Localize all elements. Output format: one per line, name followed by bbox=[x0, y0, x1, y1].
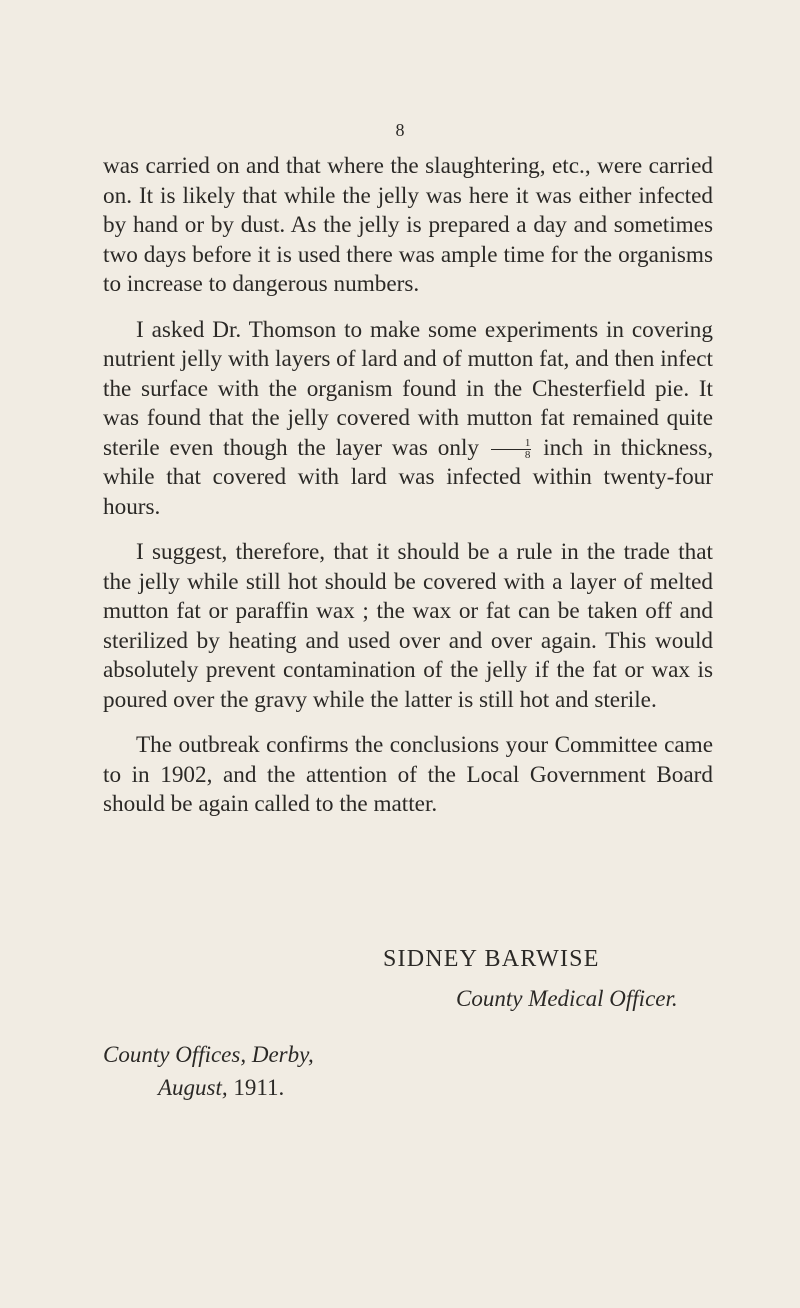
origin-place: County Offices, Derby, bbox=[103, 1042, 314, 1067]
paragraph-continuation: was carried on and that where the slaughtering, etc., were carried on. It is likely that while the jelly was here it was either infected by hand or by dust. As the jelly is prepared a day and sometimes two days before it is used there was ample time for the organisms to increase to dangerous numbers. bbox=[103, 153, 713, 297]
fraction-denominator: 8 bbox=[524, 448, 531, 461]
page-number: 8 bbox=[395, 120, 405, 140]
paragraph-experiment bbox=[103, 316, 713, 523]
date-year: 1911. bbox=[233, 1075, 285, 1100]
date-month: August, bbox=[158, 1075, 228, 1100]
signatory-name: SIDNEY BARWISE bbox=[383, 946, 600, 972]
origin-date bbox=[158, 1075, 284, 1101]
letter-body bbox=[103, 152, 713, 836]
fraction-numerator: 1 bbox=[491, 438, 532, 450]
paragraph-conclusion: The outbreak confirms the conclusions your Committee came to in 1902, and the attention of the Local Government Board should be again called to the matter. bbox=[103, 732, 713, 817]
paragraph-suggestion: I suggest, therefore, that it should be a rule in the trade that the jelly while still hot should be covered with a layer of melted mutton fat or paraffin wax ; the wax or fat can be taken off and sterilized by heating and used over and over again. This would absolutely prevent contamination of the jelly if the fat or wax is poured over the gravy while the latter is still hot and sterile. bbox=[103, 539, 713, 713]
signatory-title: County Medical Officer. bbox=[456, 986, 678, 1011]
experiment-text-start: I asked Dr. Thomson to make some experiments in covering nutrient jelly with layers of lard and of mutton fat, and then infect the surface with the organism found in the Chesterfield pie. It was found that the jelly covered with mutton fat remained quite sterile even though the layer was only bbox=[103, 316, 713, 461]
fraction-one-eighth bbox=[491, 438, 532, 461]
experiment-text-end: inch in thickness, while that covered with lard was infected within twenty-four hours. bbox=[103, 434, 714, 520]
